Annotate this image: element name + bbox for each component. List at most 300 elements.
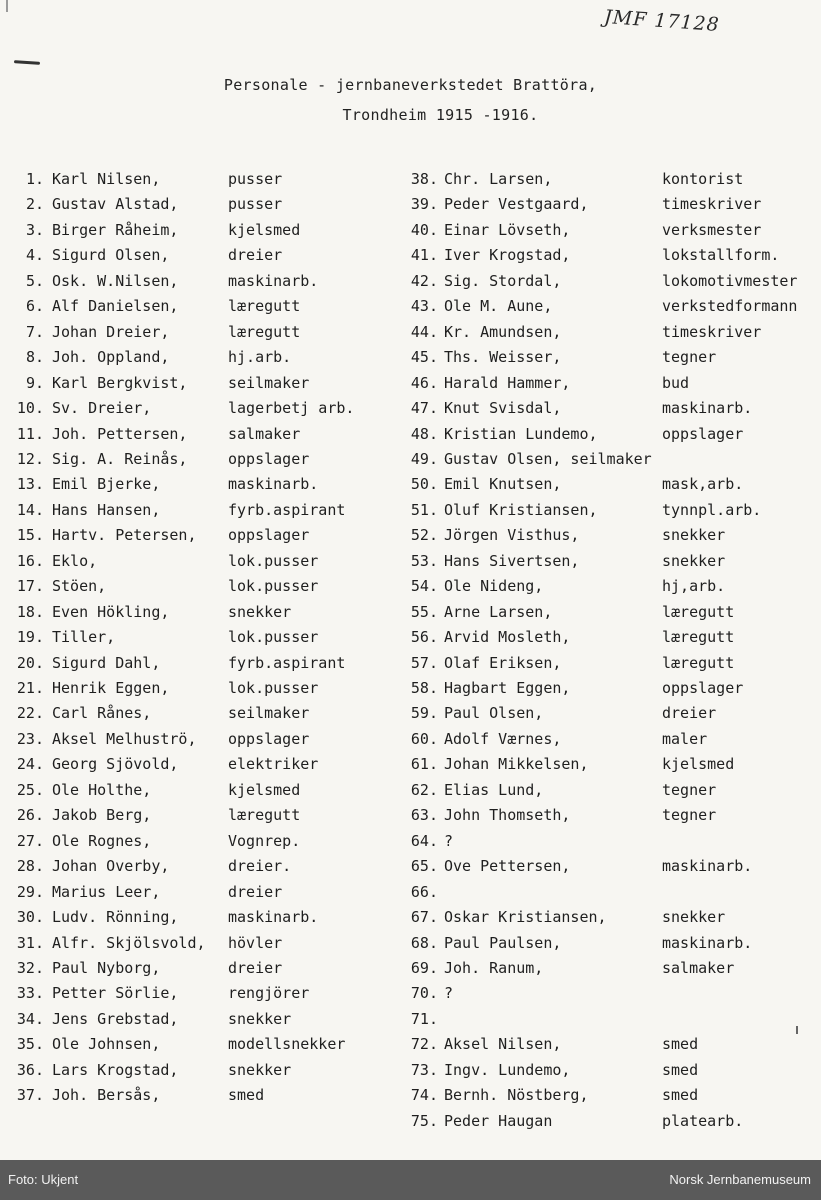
list-item	[398, 168, 821, 190]
entry-job: Vognrep.	[228, 831, 301, 850]
entry-num: 67.	[410, 908, 438, 926]
entry-num: 16.	[16, 551, 44, 570]
entry-name: Iver Krogstad,	[444, 246, 571, 265]
list-item	[398, 855, 821, 877]
museum-name: Norsk Jernbanemuseum	[669, 1172, 811, 1187]
list-item	[398, 423, 821, 445]
entry-job: lagerbetj arb.	[228, 399, 355, 417]
entry-name: Aksel Nilsen,	[444, 1035, 562, 1054]
entry-name: Osk. W.Nilsen,	[52, 271, 179, 290]
entry-job: læregutt	[228, 322, 301, 341]
entry-job: læregutt	[228, 297, 301, 316]
entry-name: Sig. A. Reinås,	[52, 449, 188, 468]
entry-name: Marius Leer,	[52, 882, 161, 901]
list-item	[398, 295, 821, 317]
entry-name: Alfr. Skjölsvold,	[52, 933, 206, 952]
entry-job: pusser	[228, 170, 283, 188]
list-item	[398, 499, 821, 521]
entry-num: 4.	[25, 246, 44, 265]
entry-job: lokstallform.	[662, 246, 780, 265]
entry-name: Harald Hammer,	[444, 373, 571, 392]
entry-job: smed	[662, 1035, 699, 1054]
entry-num: 73.	[410, 1060, 438, 1079]
entry-job: hj.arb.	[228, 348, 292, 367]
list-item	[398, 346, 821, 368]
entry-name: Hans Sivertsen,	[444, 551, 580, 570]
entry-job: tegner	[662, 780, 717, 799]
entry-num: 3.	[25, 220, 44, 239]
entry-name: Chr. Larsen,	[444, 170, 553, 188]
entry-name: Ths. Weisser,	[444, 348, 562, 367]
entry-name: Eklo,	[52, 551, 98, 570]
entry-job: hj,arb.	[662, 577, 726, 596]
entry-num: 23.	[16, 729, 44, 748]
entry-job: læregutt	[228, 806, 301, 825]
entry-job: modellsnekker	[228, 1035, 346, 1054]
entry-name: Ole Rognes,	[52, 831, 152, 850]
list-item	[398, 779, 821, 801]
entry-name: ?	[444, 831, 454, 850]
entry-job: oppslager	[228, 449, 310, 468]
entry-num: 7.	[25, 322, 44, 341]
entry-job: kjelsmed	[662, 755, 735, 774]
list-item	[398, 473, 821, 495]
entry-name: Lars Krogstad,	[52, 1060, 179, 1079]
entry-name: Stöen,	[52, 577, 107, 596]
entry-name: Jörgen Visthus,	[444, 526, 580, 545]
entry-name: Hans Hansen,	[52, 500, 161, 519]
entry-name: Gustav Alstad,	[52, 195, 179, 214]
entry-num: 10.	[16, 399, 44, 417]
entry-job: fyrb.aspirant	[228, 500, 346, 519]
entry-name: Ole Nideng,	[444, 577, 544, 596]
list-item	[398, 448, 821, 470]
entry-num: 75.	[410, 1111, 438, 1130]
entry-name: Birger Råheim,	[52, 220, 179, 239]
list-item	[398, 753, 821, 775]
entry-num: 42.	[410, 271, 438, 290]
entry-job: maskinarb.	[228, 271, 319, 290]
entry-name: Carl Rånes,	[52, 704, 152, 723]
entry-name: Petter Sörlie,	[52, 984, 179, 1003]
entry-num: 64.	[410, 831, 438, 850]
entry-num: 36.	[16, 1060, 44, 1079]
list-item	[0, 626, 400, 648]
entry-name: Ole Holthe,	[52, 780, 152, 799]
entry-num: 39.	[410, 195, 438, 214]
entry-name: Johan Overby,	[52, 857, 170, 876]
list-item	[0, 652, 400, 674]
list-item	[398, 244, 821, 266]
entry-job: kjelsmed	[228, 220, 301, 239]
entry-name: ?	[444, 984, 454, 1003]
entry-job: lok.pusser	[228, 577, 319, 596]
entry-job: timeskriver	[662, 195, 762, 214]
list-item	[398, 804, 821, 826]
list-item	[398, 906, 821, 928]
entry-name: Sigurd Olsen,	[52, 246, 170, 265]
entry-num: 35.	[16, 1035, 44, 1054]
list-item	[398, 1033, 821, 1055]
entry-name: Georg Sjövold,	[52, 755, 179, 774]
list-item	[398, 677, 821, 699]
entry-name: Ingv. Lundemo,	[444, 1060, 571, 1079]
list-item	[0, 982, 400, 1004]
entry-num: 25.	[16, 780, 44, 799]
list-item	[398, 982, 821, 1004]
entry-num: 28.	[16, 857, 44, 876]
list-item	[398, 601, 821, 623]
list-item	[0, 499, 400, 521]
entry-num: 6.	[25, 297, 44, 316]
entry-name: Joh. Oppland,	[52, 348, 170, 367]
entry-name: Tiller,	[52, 628, 116, 647]
list-item	[0, 346, 400, 368]
entry-num: 18.	[16, 602, 44, 621]
entry-num: 1.	[25, 170, 44, 188]
entry-job: verksmester	[662, 220, 762, 239]
list-item	[398, 728, 821, 750]
entry-job: lok.pusser	[228, 679, 319, 697]
entry-job: maskinarb.	[662, 399, 753, 417]
entry-num: 37.	[16, 1086, 44, 1105]
entry-job: hövler	[228, 933, 283, 952]
list-item	[0, 244, 400, 266]
list-item	[398, 321, 821, 343]
entry-num: 50.	[410, 475, 438, 494]
entry-num: 66.	[410, 882, 438, 901]
entry-num: 47.	[410, 399, 438, 417]
list-item	[0, 321, 400, 343]
entry-name: Sig. Stordal,	[444, 271, 562, 290]
entry-num: 61.	[410, 755, 438, 774]
entry-job: tegner	[662, 806, 717, 825]
entry-num: 70.	[410, 984, 438, 1003]
entry-job: salmaker	[662, 958, 735, 977]
list-item	[398, 957, 821, 979]
entry-job: dreier	[228, 246, 283, 265]
entry-num: 24.	[16, 755, 44, 774]
list-item	[398, 830, 821, 852]
entry-name: Karl Nilsen,	[52, 170, 161, 188]
list-item	[398, 270, 821, 292]
entry-job: platearb.	[662, 1111, 744, 1130]
list-item	[0, 932, 400, 954]
entry-job: lok.pusser	[228, 628, 319, 647]
entry-num: 49.	[410, 449, 438, 468]
entry-num: 17.	[16, 577, 44, 596]
archive-number: JMF 17128	[603, 5, 721, 37]
entry-job: dreier	[228, 882, 283, 901]
entry-name: Knut Svisdal,	[444, 399, 562, 417]
entry-name: Karl Bergkvist,	[52, 373, 188, 392]
entry-name: Gustav Olsen, seilmaker	[444, 449, 652, 468]
list-item	[0, 1084, 400, 1106]
entry-num: 27.	[16, 831, 44, 850]
list-item	[398, 626, 821, 648]
entry-job: lok.pusser	[228, 551, 319, 570]
list-item	[0, 448, 400, 470]
entry-job: timeskriver	[662, 322, 762, 341]
entry-job: snekker	[662, 526, 726, 545]
entry-num: 29.	[16, 882, 44, 901]
entry-job: læregutt	[662, 602, 735, 621]
entry-num: 65.	[410, 857, 438, 876]
entry-name: Johan Dreier,	[52, 322, 170, 341]
list-item	[398, 702, 821, 724]
entry-name: Joh. Bersås,	[52, 1086, 161, 1105]
entry-num: 40.	[410, 220, 438, 239]
list-item	[0, 1059, 400, 1081]
list-item	[0, 575, 400, 597]
entry-job: snekker	[228, 602, 292, 621]
document-title: Personale - jernbaneverkstedet Brattöra,	[223, 76, 598, 94]
list-item	[398, 550, 821, 572]
entry-job: mask,arb.	[662, 475, 744, 494]
list-item	[0, 753, 400, 775]
entry-name: Johan Mikkelsen,	[444, 755, 589, 774]
list-item	[0, 677, 400, 699]
entry-name: Ole Johnsen,	[52, 1035, 161, 1054]
entry-num: 2.	[25, 195, 44, 214]
entry-num: 62.	[410, 780, 438, 799]
entry-job: kontorist	[662, 170, 744, 188]
entry-num: 9.	[25, 373, 44, 392]
list-item	[0, 270, 400, 292]
entry-num: 34.	[16, 1009, 44, 1028]
entry-job: kjelsmed	[228, 780, 301, 799]
entry-num: 74.	[410, 1086, 438, 1105]
entry-num: 11.	[16, 424, 44, 443]
list-item	[398, 193, 821, 215]
list-item	[0, 550, 400, 572]
entry-name: Hartv. Petersen,	[52, 526, 197, 545]
entry-name: Even Hökling,	[52, 602, 170, 621]
entry-job: fyrb.aspirant	[228, 653, 346, 672]
entry-job: smed	[228, 1086, 265, 1105]
entry-name: Peder Haugan	[444, 1111, 553, 1130]
entry-num: 55.	[410, 602, 438, 621]
footer-bar	[0, 1160, 821, 1200]
list-item	[0, 855, 400, 877]
list-item	[0, 524, 400, 546]
entry-num: 33.	[16, 984, 44, 1003]
entry-job: snekker	[228, 1009, 292, 1028]
entry-num: 20.	[16, 653, 44, 672]
entry-name: Peder Vestgaard,	[444, 195, 589, 214]
entry-num: 13.	[16, 475, 44, 494]
entry-num: 63.	[410, 806, 438, 825]
entry-job: oppslager	[662, 679, 744, 697]
entry-job: salmaker	[228, 424, 301, 443]
list-item	[0, 830, 400, 852]
list-item	[0, 423, 400, 445]
entry-num: 53.	[410, 551, 438, 570]
entry-name: Ludv. Rönning,	[52, 908, 179, 926]
list-item	[0, 219, 400, 241]
entry-name: Hagbart Eggen,	[444, 679, 571, 697]
list-item	[0, 779, 400, 801]
entry-name: John Thomseth,	[444, 806, 571, 825]
entry-name: Kr. Amundsen,	[444, 322, 562, 341]
entry-name: Henrik Eggen,	[52, 679, 170, 697]
list-item	[0, 728, 400, 750]
entry-num: 32.	[16, 958, 44, 977]
entry-name: Oskar Kristiansen,	[444, 908, 607, 926]
entry-num: 57.	[410, 653, 438, 672]
entry-num: 48.	[410, 424, 438, 443]
entry-job: lokomotivmester	[662, 271, 798, 290]
entry-num: 21.	[16, 679, 44, 697]
entry-job: oppslager	[662, 424, 744, 443]
entry-name: Emil Bjerke,	[52, 475, 161, 494]
entry-name: Elias Lund,	[444, 780, 544, 799]
entry-num: 44.	[410, 322, 438, 341]
list-item	[0, 397, 400, 419]
entry-num: 22.	[16, 704, 44, 723]
entry-num: 56.	[410, 628, 438, 647]
entry-job: rengjörer	[228, 984, 310, 1003]
list-item	[398, 524, 821, 546]
entry-num: 41.	[410, 246, 438, 265]
entry-num: 26.	[16, 806, 44, 825]
list-item	[398, 397, 821, 419]
entry-num: 14.	[16, 500, 44, 519]
entry-name: Paul Paulsen,	[444, 933, 562, 952]
entry-name: Arvid Mosleth,	[444, 628, 571, 647]
entry-name: Ove Pettersen,	[444, 857, 571, 876]
entry-job: snekker	[662, 551, 726, 570]
entry-job: maskinarb.	[228, 475, 319, 494]
entry-job: elektriker	[228, 755, 319, 774]
entry-job: smed	[662, 1060, 699, 1079]
entry-num: 52.	[410, 526, 438, 545]
entry-name: Alf Danielsen,	[52, 297, 179, 316]
entry-num: 69.	[410, 958, 438, 977]
list-item	[0, 906, 400, 928]
entry-name: Jakob Berg,	[52, 806, 152, 825]
entry-job: dreier	[228, 958, 283, 977]
list-item	[0, 1008, 400, 1030]
entry-num: 54.	[410, 577, 438, 596]
entry-num: 19.	[16, 628, 44, 647]
entry-job: bud	[662, 373, 690, 392]
entry-name: Bernh. Nöstberg,	[444, 1086, 589, 1105]
list-item	[0, 881, 400, 903]
entry-job: maler	[662, 729, 708, 748]
entry-job: smed	[662, 1086, 699, 1105]
entry-job: oppslager	[228, 526, 310, 545]
entry-num: 45.	[410, 348, 438, 367]
entry-name: Kristian Lundemo,	[444, 424, 598, 443]
entry-num: 30.	[16, 908, 44, 926]
entry-name: Emil Knutsen,	[444, 475, 562, 494]
entry-num: 38.	[410, 170, 438, 188]
list-item	[398, 652, 821, 674]
entry-name: Jens Grebstad,	[52, 1009, 179, 1028]
entry-job: læregutt	[662, 628, 735, 647]
list-item	[0, 295, 400, 317]
entry-name: Olaf Eriksen,	[444, 653, 562, 672]
entry-name: Adolf Værnes,	[444, 729, 562, 748]
entry-job: seilmaker	[228, 704, 310, 723]
entry-job: snekker	[662, 908, 726, 926]
list-item	[0, 702, 400, 724]
entry-num: 31.	[16, 933, 44, 952]
entry-job: maskinarb.	[662, 857, 753, 876]
entry-name: Ole M. Aune,	[444, 297, 553, 316]
entry-num: 46.	[410, 373, 438, 392]
entry-job: tegner	[662, 348, 717, 367]
document-subtitle: Trondheim 1915 -1916.	[342, 106, 539, 124]
entry-num: 12.	[16, 449, 44, 468]
entry-num: 72.	[410, 1035, 438, 1054]
list-item	[398, 1008, 821, 1030]
entry-job: oppslager	[228, 729, 310, 748]
entry-name: Sigurd Dahl,	[52, 653, 161, 672]
entry-num: 60.	[410, 729, 438, 748]
entry-name: Paul Olsen,	[444, 704, 544, 723]
entry-name: Paul Nyborg,	[52, 958, 161, 977]
entry-num: 51.	[410, 500, 438, 519]
entry-num: 58.	[410, 679, 438, 697]
list-item	[398, 1059, 821, 1081]
entry-name: Joh. Ranum,	[444, 958, 544, 977]
entry-num: 71.	[410, 1009, 438, 1028]
entry-job: maskinarb.	[662, 933, 753, 952]
list-item	[0, 804, 400, 826]
list-item	[398, 1110, 821, 1132]
entry-job: dreier	[662, 704, 717, 723]
list-item	[0, 193, 400, 215]
entry-name: Joh. Pettersen,	[52, 424, 188, 443]
entry-job: maskinarb.	[228, 908, 319, 926]
entry-name: Oluf Kristiansen,	[444, 500, 598, 519]
entry-job: læregutt	[662, 653, 735, 672]
list-item	[398, 881, 821, 903]
entry-num: 59.	[410, 704, 438, 723]
entry-num: 43.	[410, 297, 438, 316]
entry-num: 68.	[410, 933, 438, 952]
list-item	[0, 601, 400, 623]
entry-name: Aksel Melhuströ,	[52, 729, 197, 748]
entry-name: Arne Larsen,	[444, 602, 553, 621]
entry-name: Einar Lövseth,	[444, 220, 571, 239]
entry-job: pusser	[228, 195, 283, 214]
list-item	[398, 372, 821, 394]
dash-mark	[14, 60, 40, 65]
entry-num: 15.	[16, 526, 44, 545]
entry-job: snekker	[228, 1060, 292, 1079]
list-item	[0, 957, 400, 979]
list-item	[0, 1033, 400, 1055]
entry-job: verkstedformann	[662, 297, 798, 316]
corner-mark	[6, 0, 8, 12]
photo-credit: Foto: Ukjent	[8, 1172, 79, 1187]
entry-num: 5.	[25, 271, 44, 290]
entry-job: seilmaker	[228, 373, 310, 392]
entry-job: dreier.	[228, 857, 292, 876]
margin-mark	[796, 1026, 798, 1034]
list-item	[0, 473, 400, 495]
list-item	[398, 932, 821, 954]
list-item	[0, 168, 400, 190]
list-item	[398, 575, 821, 597]
entry-name: Sv. Dreier,	[52, 399, 152, 417]
entry-num: 8.	[25, 348, 44, 367]
list-item	[398, 219, 821, 241]
list-item	[0, 372, 400, 394]
